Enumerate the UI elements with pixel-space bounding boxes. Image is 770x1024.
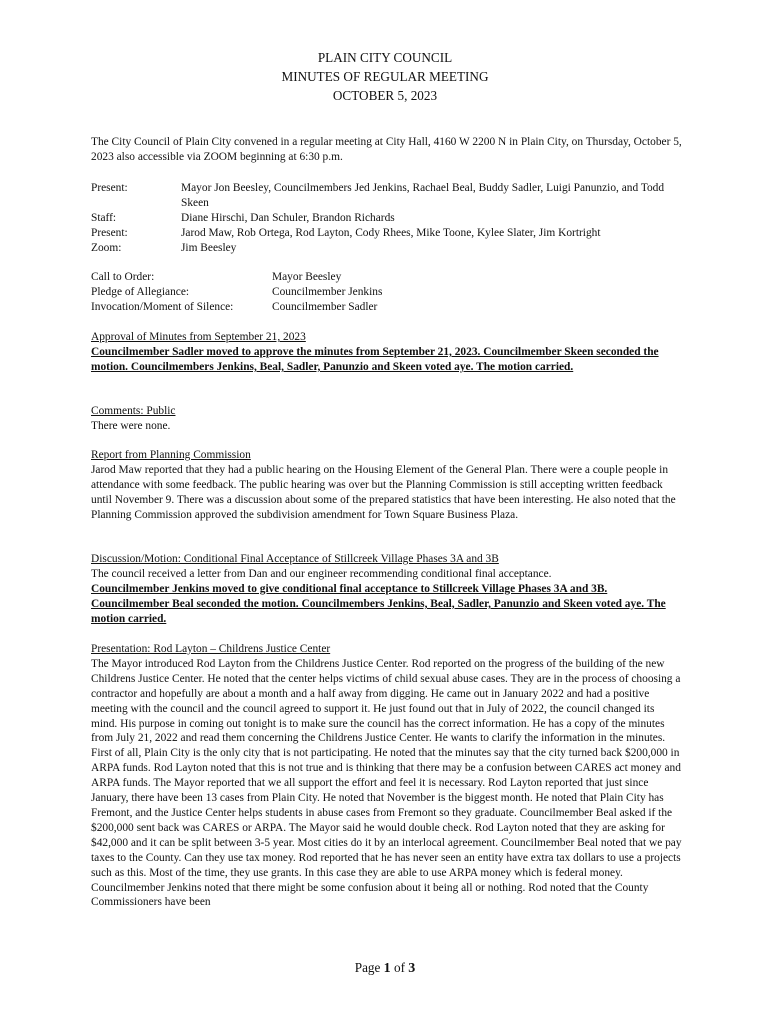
comments-section xyxy=(91,404,683,434)
section-heading: Approval of Minutes from September 21, 2023 xyxy=(91,331,306,343)
attendance-list xyxy=(91,181,691,256)
attendance-row xyxy=(91,241,691,256)
meeting-date: OCTOBER 5, 2023 xyxy=(332,88,438,104)
stillcreek-section xyxy=(91,552,683,627)
attendance-value: Mayor Jon Beesley, Councilmembers Jed Jenkins, Rachael Beal, Buddy Sadler, Luigi Panunzio, and Todd Skeen xyxy=(181,182,665,209)
role-label: Pledge of Allegiance: xyxy=(91,285,190,298)
role-row xyxy=(91,300,691,315)
section-heading: Comments: Public xyxy=(91,405,176,417)
section-body: There were none. xyxy=(91,419,171,432)
approval-section xyxy=(91,330,683,375)
attendance-row xyxy=(91,226,691,241)
attendance-label: Present: xyxy=(91,226,128,239)
planning-section xyxy=(91,448,683,523)
council-name: PLAIN CITY COUNCIL xyxy=(317,50,453,65)
page-label: Page xyxy=(354,960,384,975)
role-row xyxy=(91,270,691,285)
section-body: The council received a letter from Dan and our engineer recommending conditional final acceptance. xyxy=(91,567,552,580)
attendance-label: Present: xyxy=(91,182,128,194)
section-heading: Report from Planning Commission xyxy=(91,449,251,461)
attendance-value: Jarod Maw, Rob Ortega, Rod Layton, Cody Rhees, Mike Toone, Kylee Slater, Jim Kortright xyxy=(181,226,601,239)
role-value: Councilmember Jenkins xyxy=(272,285,383,298)
meeting-type: MINUTES OF REGULAR MEETING xyxy=(281,69,489,85)
section-heading: Discussion/Motion: Conditional Final Acceptance of Stillcreek Village Phases 3A and 3B xyxy=(91,553,499,565)
motion-text: Councilmember Sadler moved to approve the minutes from September 21, 2023. Councilmember Skeen seconded the motion. Councilmembers Jenkins, Beal, Sadler, Panunzio and Skeen voted aye. The motion carried. xyxy=(91,345,659,373)
attendance-label: Staff: xyxy=(91,211,117,224)
attendance-value: Diane Hirschi, Dan Schuler, Brandon Richards xyxy=(181,211,395,224)
document-title xyxy=(0,48,770,106)
attendance-row xyxy=(91,211,691,226)
role-value: Councilmember Sadler xyxy=(272,300,378,313)
motion-text: Councilmember Jenkins moved to give conditional final acceptance to Stillcreek Village Phases 3A and 3B. Councilmember Beal seconded the motion. Councilmembers Jenkins, Beal, Sadler, Panunzio and Skeen voted aye. The motion carried. xyxy=(91,582,666,625)
section-body: The Mayor introduced Rod Layton from the Childrens Justice Center. Rod reported on the progress of the building of the new Childrens Justice Center. He noted that the center helps victims of child sexual abuse cases. They are in the process of choosing a contractor and hopefully are about a month and a half away from digging. He came out in January 2022 and had a positive meeting with the council and the council agreed to support it. He just found out that in July of 2022, the council changed its mind. His purpose in coming out tonight is to make sure the council has the correct information. He has a copy of the minutes from July 21, 2022 and read them concerning the Childrens Justice Center. He wants to clarify the information in the minutes. First of all, Plain City is the only city that is not participating. He noted that the minutes say that the city turned back $200,000 in ARPA funds. Rod Layton noted that this is not true and is thinking that there may be a confusion between CARES act money and ARPA funds. The Mayor reported that we all support the effort and feel it is necessary. Rod Layton reported that just since January, there have been 13 cases from Plain City. He noted that November is the biggest month. He noted that Plain City has Fremont, and the Justice Center helps students in abuse cases from Fremont so they graduate. Councilmember Beal asked if the $200,000 sent back was CARES or ARPA. The Mayor said he would double check. Rod Layton noted that they are asking for $42,000 and it can be split between 3-5 year. Most cities do it by an interlocal agreement. Councilmember Beal noted that we pay taxes to the County. Can they use tax money. Rod reported that he has never seen an entity have extra tax dollars to use a projects such as this. Most of the time, they use grants. In this case they are able to use ARPA money which is federal money. Councilmember Jenkins noted that there might be some confusion about it being all or nothing. Rod noted that the County Commissioners have been xyxy=(91,657,682,909)
attendance-row xyxy=(91,181,691,211)
page-of: of xyxy=(390,960,409,975)
section-heading: Presentation: Rod Layton – Childrens Justice Center xyxy=(91,643,331,655)
current-page: 1 xyxy=(383,961,391,976)
role-row xyxy=(91,285,691,300)
presentation-section xyxy=(91,642,683,910)
section-body: Jarod Maw reported that they had a public hearing on the Housing Element of the General Plan. There were a couple people in attendance with some feedback. The public hearing was over but the Planning Commission is still accepting written feedback until November 9. There was a discussion about some of the prepared statistics that have been interesting. He also noted that the Planning Commission approved the subdivision amendment for Town Square Business Plaza. xyxy=(91,463,676,521)
page-footer xyxy=(0,961,770,977)
attendance-value: Jim Beesley xyxy=(181,241,237,254)
role-label: Invocation/Moment of Silence: xyxy=(91,300,234,313)
total-pages: 3 xyxy=(408,961,416,976)
attendance-label: Zoom: xyxy=(91,241,122,254)
intro-paragraph: The City Council of Plain City convened in a regular meeting at City Hall, 4160 W 2200 N in Plain City, on Thursday, October 5, 2023 also accessible via ZOOM beginning at 6:30 p.m. xyxy=(91,136,682,163)
role-value: Mayor Beesley xyxy=(272,271,342,283)
role-label: Call to Order: xyxy=(91,271,155,283)
meeting-roles xyxy=(91,270,691,315)
